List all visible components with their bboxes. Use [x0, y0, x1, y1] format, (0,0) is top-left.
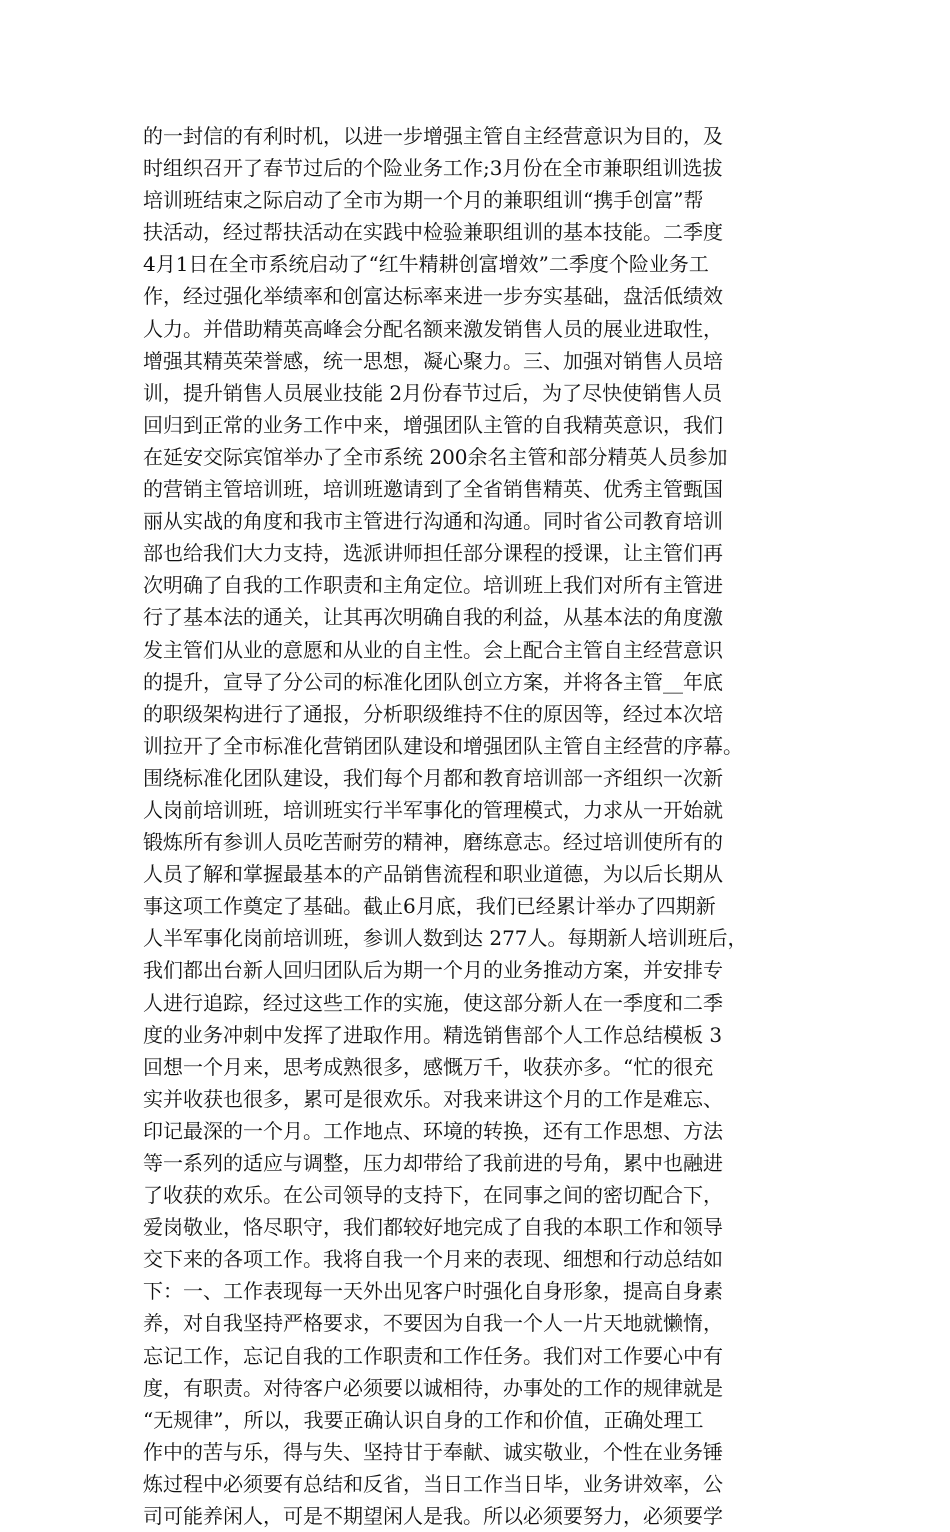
text-line: 丽从实战的角度和我市主管进行沟通和沟通。同时省公司教育培训	[143, 509, 723, 534]
text-line: 人进行追踪，经过这些工作的实施，使这部分新人在一季度和二季	[143, 990, 723, 1015]
text-line: 司可能养闲人，可是不期望闲人是我。所以必须要努力，必须要学	[143, 1504, 723, 1529]
text-line: 的一封信的有利时机，以进一步增强主管自主经营意识为目的，及	[143, 124, 723, 148]
text-line: “无规律”，所以，我要正确认识自身的工作和价值，正确处理工	[143, 1407, 704, 1432]
text-line: 人力。并借助精英高峰会分配名额来激发销售人员的展业进取性，	[143, 316, 723, 341]
text-line: 交下来的各项工作。我将自我一个月来的表现、细想和行动总结如	[143, 1247, 723, 1272]
text-line: 人半军事化岗前培训班，参训人数到达 277人。每期新人培训班后，	[143, 926, 748, 951]
text-line: 养，对自我坚持严格要求，不要因为自我一个人一片天地就懒惰，	[143, 1311, 723, 1336]
text-line: 人岗前培训班，培训班实行半军事化的管理模式，力求从一开始就	[143, 797, 723, 822]
text-line: 回想一个月来，思考成熟很多，感慨万千，收获亦多。“忙的很充	[143, 1054, 714, 1079]
text-line: 扶活动，经过帮扶活动在实践中检验兼职组训的基本技能。二季度	[143, 220, 723, 245]
text-line: 度的业务冲刺中发挥了进取作用。精选销售部个人工作总结模板 3	[143, 1022, 723, 1047]
text-line: 的营销主管培训班，培训班邀请到了全省销售精英、优秀主管甄国	[143, 477, 723, 502]
text-line: 忘记工作，忘记自我的工作职责和工作任务。我们对工作要心中有	[143, 1343, 723, 1368]
text-line: 培训班结束之际启动了全市为期一个月的兼职组训“携手创富”帮	[143, 188, 704, 213]
text-line: 次明确了自我的工作职责和主角定位。培训班上我们对所有主管进	[143, 573, 723, 598]
text-line: 的职级架构进行了通报，分析职级维持不住的原因等，经过本次培	[143, 701, 723, 726]
text-line: 时组织召开了春节过后的个险业务工作;3月份在全市兼职组训选拔	[143, 156, 723, 181]
text-line: 作，经过强化举绩率和创富达标率来进一步夯实基础，盘活低绩效	[143, 284, 723, 309]
text-line: 实并收获也很多，累可是很欢乐。对我来讲这个月的工作是难忘、	[143, 1086, 723, 1111]
text-line: 4月1日在全市系统启动了“红牛精耕创富增效”二季度个险业务工	[143, 252, 709, 277]
text-line: 增强其精英荣誉感，统一思想，凝心聚力。三、加强对销售人员培	[143, 348, 723, 373]
text-line: 等一系列的适应与调整，压力却带给了我前进的号角，累中也融进	[143, 1151, 723, 1175]
text-line: 度，有职责。对待客户必须要以诚相待，办事处的工作的规律就是	[143, 1375, 723, 1400]
text-line: 下：一、工作表现每一天外出见客户时强化自身形象，提高自身素	[143, 1279, 723, 1304]
text-line: 作中的苦与乐，得与失、坚持甘于奉献、诚实敬业，个性在业务锤	[143, 1439, 723, 1464]
body-text	[143, 120, 823, 1532]
text-line: 训拉开了全市标准化营销团队建设和增强团队主管自主经营的序幕。	[143, 733, 743, 758]
text-line: 的提升，宣导了分公司的标准化团队创立方案，并将各主管__年底	[143, 669, 723, 694]
text-line: 事这项工作奠定了基础。截止6月底，我们已经累计举办了四期新	[143, 894, 716, 919]
text-line: 行了基本法的通关，让其再次明确自我的利益，从基本法的角度激	[143, 605, 723, 630]
text-line: 回归到正常的业务工作中来，增强团队主管的自我精英意识，我们	[143, 412, 723, 437]
text-line: 我们都出台新人回归团队后为期一个月的业务推动方案，并安排专	[143, 958, 723, 983]
text-line: 人员了解和掌握最基本的产品销售流程和职业道德，为以后长期从	[143, 862, 723, 887]
text-line: 爱岗敬业，恪尽职守，我们都较好地完成了自我的本职工作和领导	[143, 1215, 723, 1240]
text-line: 训，提升销售人员展业技能 2月份春节过后，为了尽快使销售人员	[143, 380, 723, 405]
text-line: 了收获的欢乐。在公司领导的支持下，在同事之间的密切配合下，	[143, 1183, 723, 1208]
text-line: 在延安交际宾馆举办了全市系统 200余名主管和部分精英人员参加	[143, 444, 728, 469]
text-line: 锻炼所有参训人员吃苦耐劳的精神，磨练意志。经过培训使所有的	[143, 830, 723, 855]
text-line: 炼过程中必须要有总结和反省，当日工作当日毕，业务讲效率，公	[143, 1471, 723, 1496]
text-line: 部也给我们大力支持，选派讲师担任部分课程的授课，让主管们再	[143, 541, 723, 566]
text-line: 发主管们从业的意愿和从业的自主性。会上配合主管自主经营意识	[143, 637, 723, 662]
text-line: 围绕标准化团队建设，我们每个月都和教育培训部一齐组织一次新	[143, 765, 723, 790]
text-line: 印记最深的一个月。工作地点、环境的转换，还有工作思想、方法	[143, 1118, 723, 1143]
